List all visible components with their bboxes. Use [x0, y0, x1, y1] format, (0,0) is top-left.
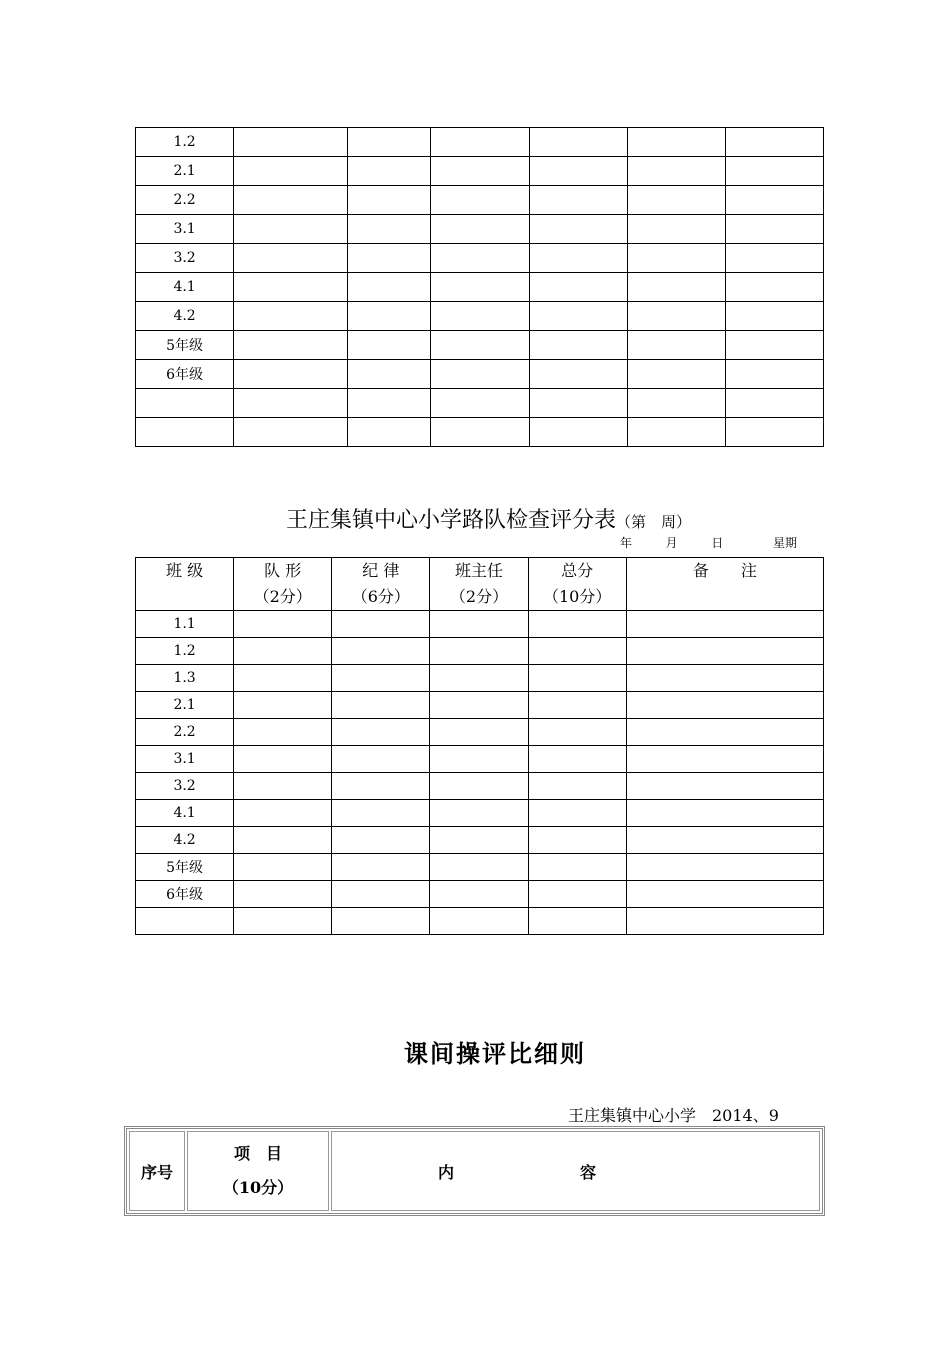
- score-cell: [725, 157, 823, 186]
- table-row: [136, 128, 824, 157]
- class-label-cell: 3.2: [136, 773, 234, 800]
- score-cell: [627, 244, 725, 273]
- score-cell: [234, 360, 348, 389]
- header-cell: 班主任 （2分）: [430, 558, 528, 611]
- rules-table: [124, 1126, 825, 1216]
- score-cell: [626, 908, 823, 935]
- score-cell: [725, 360, 823, 389]
- score-cell: [234, 331, 348, 360]
- score-cell: [725, 331, 823, 360]
- score-cell: [529, 157, 627, 186]
- score-cell: [431, 244, 529, 273]
- class-label-cell: [136, 418, 234, 447]
- class-label-cell: 3.1: [136, 746, 234, 773]
- score-cell: [234, 908, 332, 935]
- score-cell: [626, 719, 823, 746]
- score-cell: [725, 418, 823, 447]
- month-label: 月: [665, 536, 678, 550]
- score-cell: [627, 186, 725, 215]
- score-cell: [725, 244, 823, 273]
- class-label-cell: [136, 908, 234, 935]
- score-cell: [430, 800, 528, 827]
- score-cell: [528, 719, 626, 746]
- score-cell: [430, 692, 528, 719]
- score-cell: [348, 215, 431, 244]
- route-check-table: [135, 557, 824, 935]
- score-cell: [529, 389, 627, 418]
- score-cell: [234, 773, 332, 800]
- score-cell: [234, 244, 348, 273]
- header-cell: 队 形 （2分）: [234, 558, 332, 611]
- score-cell: [348, 244, 431, 273]
- score-cell: [430, 827, 528, 854]
- table-row: [136, 665, 824, 692]
- table-row: [136, 302, 824, 331]
- class-label-cell: 1.2: [136, 128, 234, 157]
- table-row: [136, 215, 824, 244]
- score-cell: [234, 215, 348, 244]
- score-cell: [431, 186, 529, 215]
- table-row: [136, 418, 824, 447]
- class-label-cell: 2.2: [136, 719, 234, 746]
- table-row: [136, 638, 824, 665]
- score-cell: [626, 746, 823, 773]
- score-cell: [725, 215, 823, 244]
- score-cell: [529, 331, 627, 360]
- score-cell: [528, 665, 626, 692]
- score-cell: [348, 389, 431, 418]
- score-cell: [529, 215, 627, 244]
- score-cell: [431, 215, 529, 244]
- score-cell: [234, 302, 348, 331]
- score-cell: [627, 157, 725, 186]
- header-cell: 纪 律 （6分）: [332, 558, 430, 611]
- score-cell: [332, 665, 430, 692]
- score-cell: [725, 389, 823, 418]
- score-cell: [431, 418, 529, 447]
- score-cell: [725, 302, 823, 331]
- weekday-label: 星期: [773, 536, 798, 550]
- score-cell: [431, 360, 529, 389]
- table-row: [136, 881, 824, 908]
- year-label: 年: [620, 536, 633, 550]
- week-label: （第 周）: [616, 513, 692, 531]
- score-cell: [234, 719, 332, 746]
- score-cell: [626, 881, 823, 908]
- score-cell: [725, 273, 823, 302]
- class-label-cell: 4.2: [136, 302, 234, 331]
- class-label-cell: 5年级: [136, 331, 234, 360]
- score-cell: [626, 827, 823, 854]
- table-row: [136, 908, 824, 935]
- table-row: [136, 827, 824, 854]
- score-cell: [234, 881, 332, 908]
- class-label-cell: 4.1: [136, 273, 234, 302]
- score-cell: [626, 611, 823, 638]
- table-row: [136, 273, 824, 302]
- score-cell: [528, 746, 626, 773]
- score-cell: [332, 719, 430, 746]
- score-cell: [627, 128, 725, 157]
- score-cell: [332, 611, 430, 638]
- score-cell: [528, 692, 626, 719]
- score-cell: [626, 854, 823, 881]
- score-cell: [234, 692, 332, 719]
- table-row: [136, 746, 824, 773]
- day-label: 日: [711, 536, 724, 550]
- score-cell: [332, 908, 430, 935]
- top-score-table: [135, 127, 824, 447]
- score-cell: [431, 157, 529, 186]
- score-cell: [332, 746, 430, 773]
- score-cell: [332, 881, 430, 908]
- score-cell: [332, 638, 430, 665]
- score-cell: [529, 302, 627, 331]
- score-cell: [528, 638, 626, 665]
- score-cell: [431, 273, 529, 302]
- item-header: 项 目 （10分）: [187, 1131, 329, 1211]
- table-title: [286, 503, 691, 534]
- score-cell: [431, 331, 529, 360]
- class-label-cell: 4.2: [136, 827, 234, 854]
- score-cell: [626, 773, 823, 800]
- rules-title: 课间操评比细则: [404, 1039, 586, 1068]
- score-cell: [725, 186, 823, 215]
- table-row: [136, 854, 824, 881]
- score-cell: [529, 360, 627, 389]
- date-line: [620, 534, 797, 551]
- score-cell: [234, 157, 348, 186]
- score-cell: [528, 908, 626, 935]
- score-cell: [234, 746, 332, 773]
- score-cell: [627, 418, 725, 447]
- score-cell: [234, 800, 332, 827]
- score-cell: [725, 128, 823, 157]
- score-cell: [430, 638, 528, 665]
- score-cell: [431, 302, 529, 331]
- score-cell: [332, 773, 430, 800]
- table-row: [136, 331, 824, 360]
- score-cell: [234, 418, 348, 447]
- table-row: [136, 157, 824, 186]
- table-row: [136, 773, 824, 800]
- table-row: [136, 800, 824, 827]
- score-cell: [234, 611, 332, 638]
- table-title-main: 王庄集镇中心小学路队检查评分表: [286, 508, 617, 533]
- table-row: [136, 611, 824, 638]
- score-cell: [529, 273, 627, 302]
- table-row: [136, 389, 824, 418]
- class-label-cell: 6年级: [136, 360, 234, 389]
- serial-header: 序号: [129, 1131, 185, 1211]
- class-label-cell: 1.1: [136, 611, 234, 638]
- score-cell: [627, 331, 725, 360]
- table-row: [136, 692, 824, 719]
- header-cell: 备 注: [626, 558, 823, 611]
- class-label-cell: 3.1: [136, 215, 234, 244]
- score-cell: [332, 800, 430, 827]
- score-cell: [348, 273, 431, 302]
- score-cell: [627, 389, 725, 418]
- score-cell: [627, 302, 725, 331]
- score-cell: [430, 908, 528, 935]
- class-label-cell: 3.2: [136, 244, 234, 273]
- score-cell: [348, 331, 431, 360]
- score-cell: [348, 128, 431, 157]
- class-label-cell: 5年级: [136, 854, 234, 881]
- score-cell: [234, 186, 348, 215]
- score-cell: [627, 360, 725, 389]
- score-cell: [528, 854, 626, 881]
- score-cell: [348, 302, 431, 331]
- score-cell: [430, 611, 528, 638]
- score-cell: [529, 418, 627, 447]
- score-cell: [348, 186, 431, 215]
- table-row: [136, 244, 824, 273]
- table-row: [136, 186, 824, 215]
- class-label-cell: 2.1: [136, 692, 234, 719]
- score-cell: [626, 638, 823, 665]
- score-cell: [528, 881, 626, 908]
- header-cell: 总分 （10分）: [528, 558, 626, 611]
- class-label-cell: 1.2: [136, 638, 234, 665]
- score-cell: [528, 827, 626, 854]
- header-row: [136, 558, 824, 611]
- class-label-cell: 4.1: [136, 800, 234, 827]
- score-cell: [430, 881, 528, 908]
- score-cell: [348, 418, 431, 447]
- score-cell: [626, 665, 823, 692]
- score-cell: [332, 827, 430, 854]
- score-cell: [430, 746, 528, 773]
- table-row: [136, 360, 824, 389]
- score-cell: [529, 186, 627, 215]
- score-cell: [431, 389, 529, 418]
- score-cell: [626, 800, 823, 827]
- score-cell: [529, 244, 627, 273]
- score-cell: [234, 273, 348, 302]
- class-label-cell: 2.1: [136, 157, 234, 186]
- score-cell: [234, 854, 332, 881]
- score-cell: [528, 800, 626, 827]
- score-cell: [430, 773, 528, 800]
- score-cell: [529, 128, 627, 157]
- class-label-cell: 2.2: [136, 186, 234, 215]
- class-label-cell: [136, 389, 234, 418]
- score-cell: [626, 692, 823, 719]
- score-cell: [234, 665, 332, 692]
- score-cell: [528, 773, 626, 800]
- score-cell: [348, 157, 431, 186]
- score-cell: [234, 638, 332, 665]
- score-cell: [627, 215, 725, 244]
- class-label-cell: 6年级: [136, 881, 234, 908]
- score-cell: [528, 611, 626, 638]
- content-header: 内 容: [331, 1131, 820, 1211]
- table-row: [136, 719, 824, 746]
- score-cell: [348, 360, 431, 389]
- school-date-line: 王庄集镇中心小学 2014、9: [568, 1106, 779, 1125]
- score-cell: [332, 854, 430, 881]
- header-cell: 班 级: [136, 558, 234, 611]
- score-cell: [234, 389, 348, 418]
- score-cell: [627, 273, 725, 302]
- score-cell: [431, 128, 529, 157]
- score-cell: [430, 719, 528, 746]
- score-cell: [234, 128, 348, 157]
- score-cell: [430, 665, 528, 692]
- score-cell: [430, 854, 528, 881]
- header-row: [129, 1131, 820, 1211]
- score-cell: [234, 827, 332, 854]
- class-label-cell: 1.3: [136, 665, 234, 692]
- score-cell: [332, 692, 430, 719]
